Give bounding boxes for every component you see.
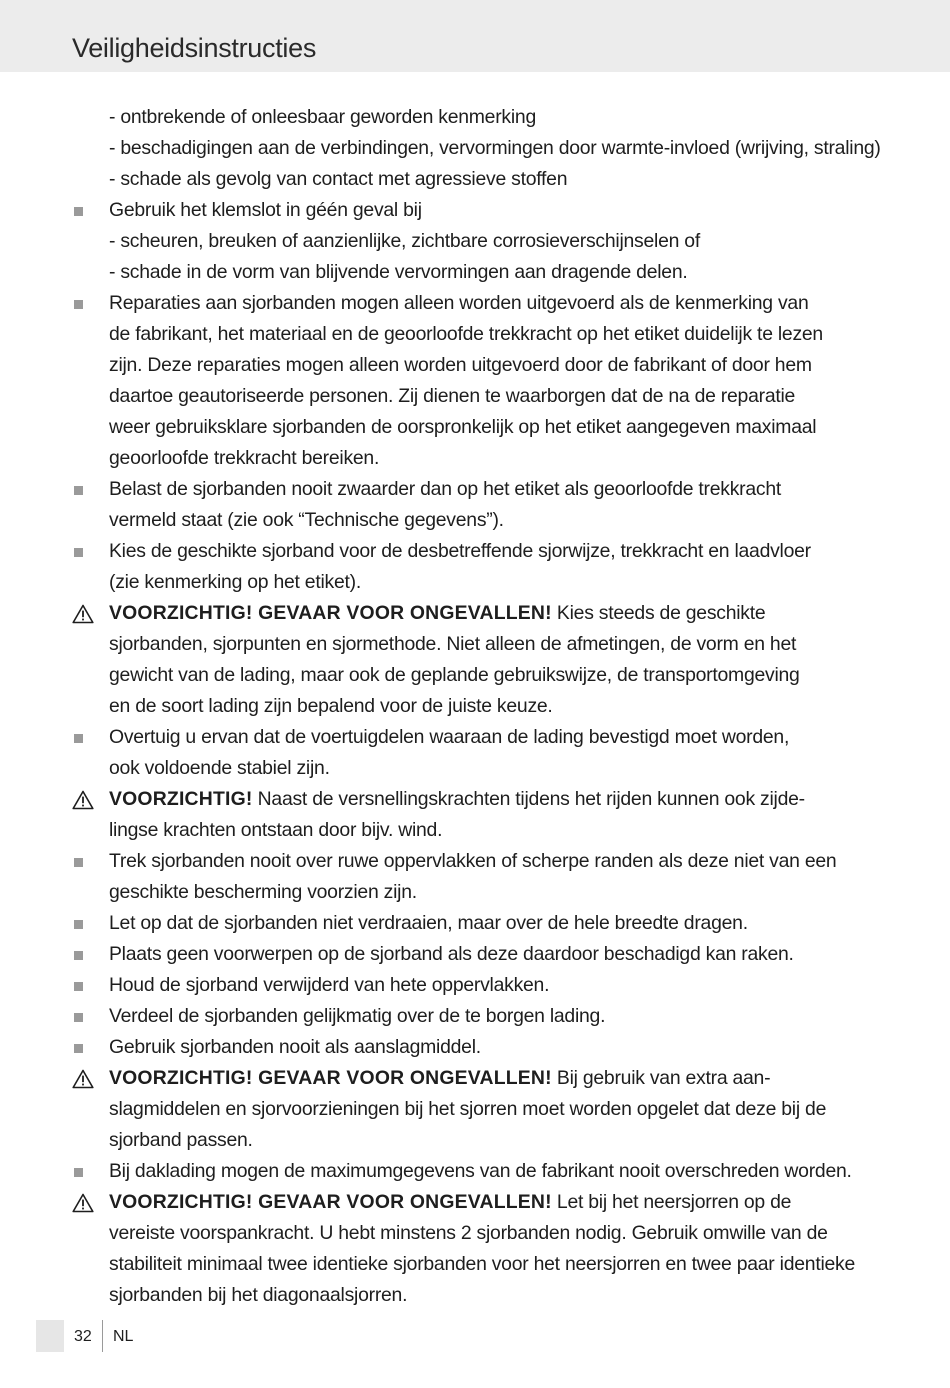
indent-spacer xyxy=(72,350,109,381)
indent-spacer xyxy=(72,1125,109,1156)
line-text xyxy=(109,784,892,815)
warning-line xyxy=(72,1063,892,1094)
line-text: daartoe geautoriseerde personen. Zij dienen te waarborgen dat de na de reparatie xyxy=(109,385,796,407)
indent-spacer xyxy=(72,164,109,195)
text-line xyxy=(72,629,892,660)
indent-spacer xyxy=(72,567,109,598)
bullet-marker xyxy=(72,970,109,1001)
warning-label: VOORZICHTIG! GEVAAR VOOR ONGEVALLEN! xyxy=(109,1067,552,1089)
indent-spacer xyxy=(72,1218,109,1249)
warning-triangle-icon xyxy=(72,1192,94,1212)
square-bullet-icon xyxy=(74,951,83,960)
warning-marker xyxy=(72,1187,109,1218)
bullet-line xyxy=(72,1032,892,1063)
warning-marker xyxy=(72,1063,109,1094)
line-text: - schade als gevolg van contact met agressieve stoffen xyxy=(109,168,568,190)
warning-label: VOORZICHTIG! GEVAAR VOOR ONGEVALLEN! xyxy=(109,602,552,624)
safety-instructions-body xyxy=(72,102,892,1311)
language-code: NL xyxy=(113,1328,134,1345)
indent-spacer xyxy=(72,1280,109,1311)
bullet-line xyxy=(72,474,892,505)
bullet-line xyxy=(72,195,892,226)
line-text xyxy=(109,1187,892,1218)
line-text xyxy=(109,598,892,629)
indent-spacer xyxy=(72,226,109,257)
square-bullet-icon xyxy=(74,300,83,309)
indent-spacer xyxy=(72,691,109,722)
warning-line xyxy=(72,784,892,815)
line-text: Kies de geschikte sjorband voor de desbetreffende sjorwijze, trekkracht en laadvloer xyxy=(109,540,811,562)
text-line xyxy=(72,567,892,598)
indent-spacer xyxy=(72,133,109,164)
bullet-marker xyxy=(72,908,109,939)
line-text: - ontbrekende of onleesbaar geworden kenmerking xyxy=(109,106,536,128)
line-text: - scheuren, breuken of aanzienlijke, zichtbare corrosieverschijnselen of xyxy=(109,230,700,252)
text-line xyxy=(72,350,892,381)
warning-triangle-icon xyxy=(72,603,94,623)
bullet-line xyxy=(72,722,892,753)
bullet-marker xyxy=(72,288,109,319)
warning-text: Kies steeds de geschikte xyxy=(551,602,766,624)
line-text: Overtuig u ervan dat de voertuigdelen waaraan de lading bevestigd moet worden, xyxy=(109,726,790,748)
warning-line xyxy=(72,598,892,629)
square-bullet-icon xyxy=(74,734,83,743)
warning-text: Naast de versnellingskrachten tijdens het rijden kunnen ook zijde- xyxy=(252,788,805,810)
square-bullet-icon xyxy=(74,1044,83,1053)
line-text: Houd de sjorband verwijderd van hete oppervlakken. xyxy=(109,974,550,996)
square-bullet-icon xyxy=(74,982,83,991)
line-text: Reparaties aan sjorbanden mogen alleen worden uitgevoerd als de kenmerking van xyxy=(109,292,809,314)
warning-label: VOORZICHTIG! GEVAAR VOOR ONGEVALLEN! xyxy=(109,1191,552,1213)
footer-marker xyxy=(36,1320,64,1352)
line-text: geoorloofde trekkracht bereiken. xyxy=(109,447,380,469)
indent-spacer xyxy=(72,257,109,288)
indent-spacer xyxy=(72,629,109,660)
indent-spacer xyxy=(72,753,109,784)
square-bullet-icon xyxy=(74,207,83,216)
indent-spacer xyxy=(72,505,109,536)
line-text: ook voldoende stabiel zijn. xyxy=(109,757,330,779)
bullet-line xyxy=(72,288,892,319)
line-text: Gebruik het klemslot in géén geval bij xyxy=(109,199,422,221)
text-line xyxy=(72,133,892,164)
text-line xyxy=(72,443,892,474)
text-line xyxy=(72,877,892,908)
line-text: Verdeel de sjorbanden gelijkmatig over de te borgen lading. xyxy=(109,1005,606,1027)
line-text: vermeld staat (zie ook “Technische gegevens”). xyxy=(109,509,504,531)
indent-spacer xyxy=(72,412,109,443)
square-bullet-icon xyxy=(74,1013,83,1022)
indent-spacer xyxy=(72,1249,109,1280)
text-line xyxy=(72,102,892,133)
text-line xyxy=(72,412,892,443)
square-bullet-icon xyxy=(74,1168,83,1177)
bullet-line xyxy=(72,970,892,1001)
page-header xyxy=(0,0,950,72)
line-text: Belast de sjorbanden nooit zwaarder dan op het etiket als geoorloofde trekkracht xyxy=(109,478,782,500)
line-text: sjorbanden bij het diagonaalsjorren. xyxy=(109,1284,408,1306)
indent-spacer xyxy=(72,660,109,691)
bullet-marker xyxy=(72,939,109,970)
text-line xyxy=(72,257,892,288)
bullet-line xyxy=(72,1001,892,1032)
warning-label: VOORZICHTIG! xyxy=(109,788,253,810)
indent-spacer xyxy=(72,815,109,846)
text-line xyxy=(72,1218,892,1249)
line-text: gewicht van de lading, maar ook de geplande gebruikswijze, de transportomgeving xyxy=(109,664,800,686)
bullet-line xyxy=(72,536,892,567)
indent-spacer xyxy=(72,381,109,412)
bullet-marker xyxy=(72,1032,109,1063)
bullet-marker xyxy=(72,1001,109,1032)
line-text: stabiliteit minimaal twee identieke sjorbanden voor het neersjorren en twee paar identieke xyxy=(109,1253,856,1275)
line-text: geschikte bescherming voorzien zijn. xyxy=(109,881,417,903)
line-text: - beschadigingen aan de verbindingen, vervormingen door warmte-invloed (wrijving, straling) xyxy=(109,137,881,159)
text-line xyxy=(72,1125,892,1156)
text-line xyxy=(72,815,892,846)
indent-spacer xyxy=(72,1094,109,1125)
line-text: Bij daklading mogen de maximumgegevens van de fabrikant nooit overschreden worden. xyxy=(109,1160,852,1182)
warning-text: Bij gebruik van extra aan- xyxy=(551,1067,771,1089)
bullet-line xyxy=(72,908,892,939)
bullet-marker xyxy=(72,536,109,567)
line-text: weer gebruiksklare sjorbanden de oorspronkelijk op het etiket aangegeven maximaal xyxy=(109,416,817,438)
line-text: Plaats geen voorwerpen op de sjorband als deze daardoor beschadigd kan raken. xyxy=(109,943,794,965)
line-text xyxy=(109,1063,892,1094)
line-text: de fabrikant, het materiaal en de geoorloofde trekkracht op het etiket duidelijk te lezen xyxy=(109,323,823,345)
square-bullet-icon xyxy=(74,858,83,867)
text-line xyxy=(72,1280,892,1311)
bullet-line xyxy=(72,939,892,970)
footer-divider xyxy=(102,1320,103,1352)
line-text: Gebruik sjorbanden nooit als aanslagmiddel. xyxy=(109,1036,481,1058)
page-number: 32 xyxy=(74,1328,92,1345)
bullet-marker xyxy=(72,195,109,226)
warning-triangle-icon xyxy=(72,1068,94,1088)
line-text: sjorband passen. xyxy=(109,1129,253,1151)
text-line xyxy=(72,319,892,350)
line-text: Let op dat de sjorbanden niet verdraaien, maar over de hele breedte dragen. xyxy=(109,912,748,934)
bullet-marker xyxy=(72,474,109,505)
page-title: Veiligheidsinstructies xyxy=(72,33,317,63)
square-bullet-icon xyxy=(74,548,83,557)
warning-line xyxy=(72,1187,892,1218)
line-text: Trek sjorbanden nooit over ruwe oppervlakken of scherpe randen als deze niet van een xyxy=(109,850,837,872)
line-text: - schade in de vorm van blijvende vervormingen aan dragende delen. xyxy=(109,261,688,283)
line-text: (zie kenmerking op het etiket). xyxy=(109,571,361,593)
warning-triangle-icon xyxy=(72,789,94,809)
text-line xyxy=(72,691,892,722)
indent-spacer xyxy=(72,877,109,908)
indent-spacer xyxy=(72,102,109,133)
line-text: vereiste voorspankracht. U hebt minstens 2 sjorbanden nodig. Gebruik omwille van de xyxy=(109,1222,828,1244)
text-line xyxy=(72,1249,892,1280)
line-text: lingse krachten ontstaan door bijv. wind. xyxy=(109,819,443,841)
line-text: sjorbanden, sjorpunten en sjormethode. Niet alleen de afmetingen, de vorm en het xyxy=(109,633,797,655)
line-text: slagmiddelen en sjorvoorzieningen bij het sjorren moet worden opgelet dat deze bij de xyxy=(109,1098,827,1120)
bullet-marker xyxy=(72,1156,109,1187)
bullet-line xyxy=(72,1156,892,1187)
text-line xyxy=(72,1094,892,1125)
warning-text: Let bij het neersjorren op de xyxy=(551,1191,792,1213)
text-line xyxy=(72,753,892,784)
bullet-marker xyxy=(72,846,109,877)
text-line xyxy=(72,164,892,195)
text-line xyxy=(72,226,892,257)
square-bullet-icon xyxy=(74,920,83,929)
square-bullet-icon xyxy=(74,486,83,495)
line-text: zijn. Deze reparaties mogen alleen worden uitgevoerd door de fabrikant of door hem xyxy=(109,354,812,376)
warning-marker xyxy=(72,784,109,815)
warning-marker xyxy=(72,598,109,629)
text-line xyxy=(72,505,892,536)
bullet-marker xyxy=(72,722,109,753)
indent-spacer xyxy=(72,319,109,350)
text-line xyxy=(72,660,892,691)
indent-spacer xyxy=(72,443,109,474)
line-text: en de soort lading zijn bepalend voor de juiste keuze. xyxy=(109,695,553,717)
bullet-line xyxy=(72,846,892,877)
text-line xyxy=(72,381,892,412)
